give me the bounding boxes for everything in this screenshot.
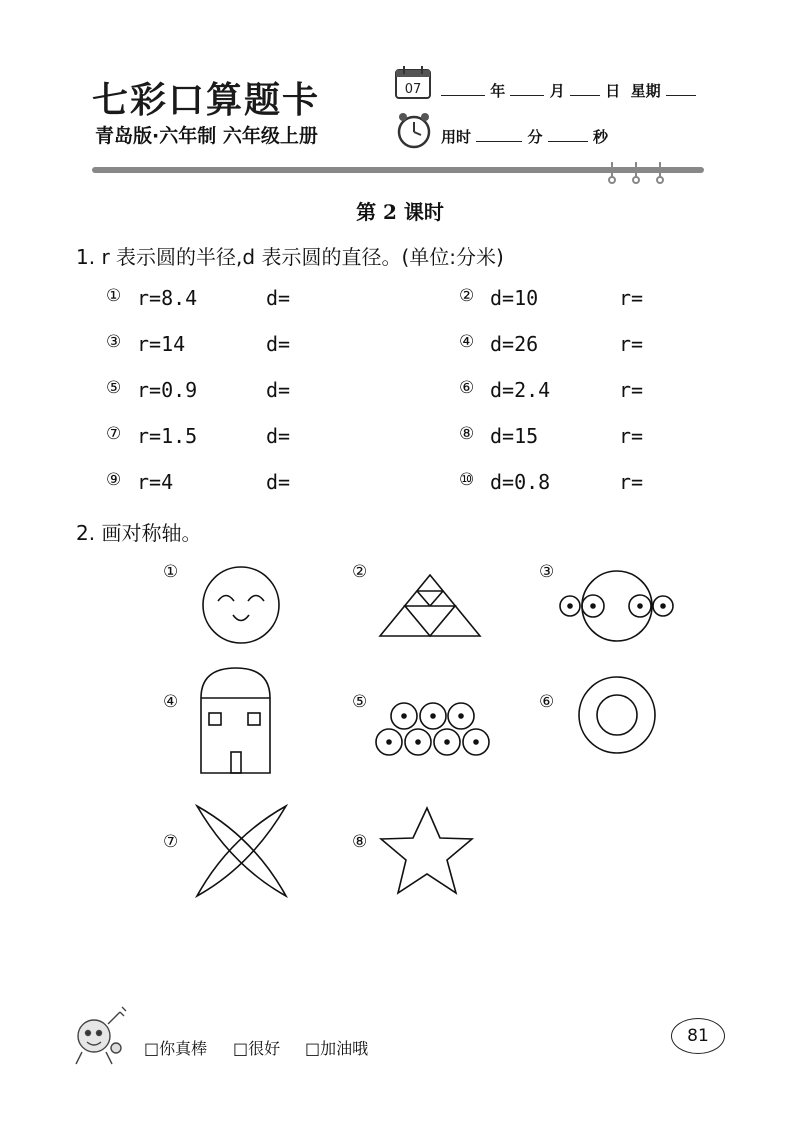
item-given: r=14 [137,332,186,356]
calendar-day: 07 [404,82,422,97]
item-answer-blank: r= [619,286,644,310]
item-given: d=2.4 [490,378,551,402]
mascot-icon [68,1004,138,1068]
circles-figure [560,571,673,641]
rating-good[interactable]: □很好 [233,1039,281,1058]
item-marker: ② [459,286,475,306]
question-1-number: 1. [76,245,96,269]
item-marker: ⑨ [106,470,122,490]
figure-marker: ⑦ [163,832,179,852]
item-given: r=1.5 [137,424,198,448]
figure-marker: ② [352,562,368,582]
item-answer-blank: r= [619,424,644,448]
item-marker: ③ [106,332,122,352]
triangle-figure [380,575,480,636]
item-given: r=8.4 [137,286,198,310]
time-min-label: 分 [527,128,543,146]
item-marker: ④ [459,332,475,352]
item-marker: ⑦ [106,424,122,444]
rating-great[interactable]: □你真棒 [144,1039,208,1058]
edition-label: 青岛版·六年制 六年级上册 [95,125,318,147]
date-month-label: 月 [549,82,565,100]
item-answer-blank: d= [266,424,291,448]
question-2-text: 画对称轴。 [101,521,202,545]
crossed-leaves-figure [197,806,286,896]
question-1-text: r 表示圆的半径,d 表示圆的直径。(单位:分米) [101,245,504,269]
figure-marker: ③ [539,562,555,582]
logo-title: 七彩口算题卡 [92,79,321,121]
figure-marker: ① [163,562,179,582]
page-number: 81 [671,1018,725,1054]
item-given: r=4 [137,470,174,494]
date-year-label: 年 [490,82,506,100]
item-marker: ⑤ [106,378,122,398]
item-marker: ⑧ [459,424,475,444]
item-given: d=0.8 [490,470,551,494]
date-day-label: 日 [605,82,621,100]
item-given: d=26 [490,332,539,356]
date-weekday-label: 星期 [630,82,661,100]
item-marker: ⑩ [459,470,475,490]
item-answer-blank: r= [619,332,644,356]
item-given: r=0.9 [137,378,198,402]
item-given: d=10 [490,286,539,310]
item-marker: ① [106,286,122,306]
star-figure [381,808,472,893]
item-answer-blank: d= [266,470,291,494]
item-answer-blank: r= [619,470,644,494]
item-answer-blank: d= [266,286,291,310]
ring-figure [579,677,655,753]
item-marker: ⑥ [459,378,475,398]
rating-keep-trying[interactable]: □加油哦 [305,1039,369,1058]
figure-marker: ⑥ [539,692,555,712]
item-answer-blank: r= [619,378,644,402]
time-sec-label: 秒 [592,128,608,146]
coins-figure [376,703,489,755]
figure-marker: ④ [163,692,179,712]
item-answer-blank: d= [266,332,291,356]
item-given: d=15 [490,424,539,448]
item-answer-blank: d= [266,378,291,402]
lesson-title: 第 2 课时 [356,200,444,224]
figure-marker: ⑧ [352,832,368,852]
house-figure [201,668,270,773]
question-2-number: 2. [76,521,96,545]
time-used-label: 用时 [441,128,472,146]
smiley-figure [203,567,279,643]
figure-marker: ⑤ [352,692,368,712]
